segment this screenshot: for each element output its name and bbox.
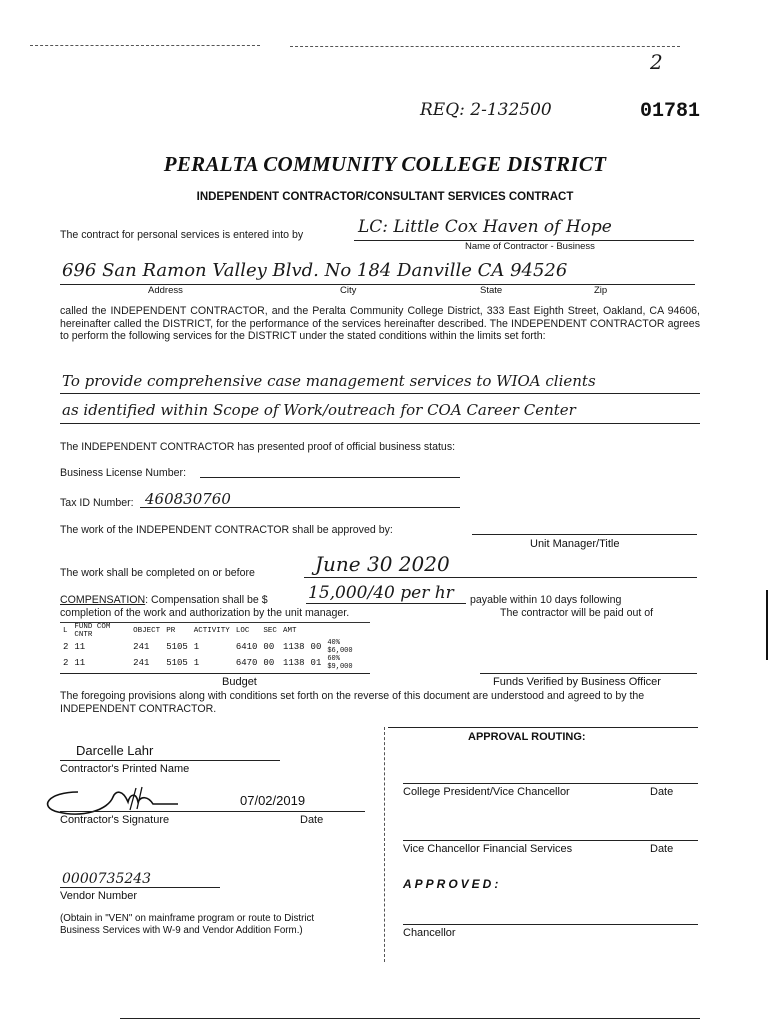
unit-manager-caption: Unit Manager/Title (530, 538, 620, 550)
president-caption: College President/Vice Chancellor (403, 786, 570, 798)
budget-cell: 1138 (282, 658, 305, 668)
compensation-line (306, 603, 466, 604)
approved-by-label: The work of the INDEPENDENT CONTRACTOR shall be approved by: (60, 524, 393, 536)
contract-number: 01781 (640, 100, 701, 123)
printed-name-caption: Contractor's Printed Name (60, 763, 190, 775)
printed-name: Darcelle Lahr (76, 743, 154, 758)
budget-header-cell: AMT (282, 627, 297, 635)
vendor-note: (Obtain in "VEN" on mainframe program or route to District Business Services with W-9 and Vendor Addition Form.) (60, 913, 315, 936)
contractor-name: LC: Little Cox Haven of Hope (358, 217, 612, 237)
completed-line (304, 577, 697, 578)
vendor-caption: Vendor Number (60, 890, 138, 902)
budget-header-cell: LOC (235, 627, 250, 635)
funds-caption: Funds Verified by Business Officer (493, 676, 661, 688)
budget-cell: 5105 (166, 658, 188, 668)
budget-caption: Budget (222, 676, 257, 688)
compensation-text: : Compensation shall be $ (145, 594, 268, 606)
scan-right-edge (766, 590, 768, 660)
compensation-row (60, 594, 268, 607)
budget-cell: 241 (133, 658, 150, 668)
budget-cell: 2 (63, 658, 69, 668)
budget-cell: 1 (193, 658, 200, 668)
budget-header-cell: PR (166, 627, 176, 635)
budget-header-cell: OBJECT (133, 627, 161, 635)
budget-header-cell: L (63, 627, 68, 635)
budget-cell: 00 (263, 658, 275, 668)
signature-line (60, 811, 365, 812)
budget-cell: 1138 (282, 642, 305, 652)
page-subtitle: INDEPENDENT CONTRACTOR/CONSULTANT SERVICES CONTRACT (196, 191, 574, 203)
services-line-2 (60, 423, 700, 424)
vcfin-caption: Vice Chancellor Financial Services (403, 843, 573, 855)
approval-top-line (388, 727, 698, 728)
req-number: REQ: 2-132500 (420, 100, 552, 120)
budget-cell: 1 (193, 642, 200, 652)
completion-text: completion of the work and authorization by the unit manager. (60, 607, 350, 619)
budget-header-cell: SEC (263, 627, 277, 635)
city-caption: City (340, 285, 357, 296)
budget-cell: 11 (74, 642, 86, 652)
approved-by-line (472, 534, 697, 535)
budget-cell: 11 (74, 658, 86, 668)
budget-cell: 6470 (235, 658, 258, 668)
state-caption: State (480, 285, 503, 296)
budget-cell: 01 (310, 658, 322, 668)
page-title: PERALTA COMMUNITY COLLEGE DISTRICT (163, 152, 607, 176)
compensation-value: 15,000/40 per hr (308, 583, 454, 603)
scan-line (290, 46, 680, 47)
license-line (200, 477, 460, 478)
proof-text: The INDEPENDENT CONTRACTOR has presented proof of official business status: (60, 441, 456, 453)
services-text-1: To provide comprehensive case management services to WIOA clients (62, 372, 596, 390)
corner-mark: 2 (650, 50, 663, 74)
scan-line (30, 45, 260, 46)
budget-cell: 00 (263, 642, 275, 652)
payable-text: payable within 10 days following (470, 594, 622, 606)
tax-id-value: 460830760 (145, 490, 231, 508)
budget-grid (60, 623, 370, 671)
vendor-number: 0000735243 (62, 871, 152, 887)
budget-cell: 60% $9,000 (327, 655, 353, 671)
entered-into-label: The contract for personal services is entered into by (60, 229, 304, 241)
paid-out-text: The contractor will be paid out of (500, 607, 654, 619)
budget-header-cell: FUND COM CNTR (74, 623, 111, 639)
budget-cell: 5105 (166, 642, 188, 652)
approval-routing-heading: APPROVAL ROUTING: (468, 731, 586, 743)
completed-value: June 30 2020 (315, 552, 450, 576)
funds-line (480, 673, 697, 674)
tax-id-label: Tax ID Number: (60, 497, 134, 509)
budget-cell: 241 (133, 642, 150, 652)
vcfin-date-caption: Date (650, 843, 674, 855)
budget-underline (60, 673, 370, 674)
vendor-line (60, 887, 220, 888)
printed-name-line (60, 760, 280, 761)
license-label: Business License Number: (60, 467, 187, 479)
budget-row (60, 655, 370, 671)
budget-table (60, 622, 370, 671)
vcfin-line (403, 840, 698, 841)
address-caption: Address (148, 285, 183, 296)
president-line (403, 783, 698, 784)
president-date-caption: Date (650, 786, 674, 798)
contractor-address: 696 San Ramon Valley Blvd. No 184 Danville CA 94526 (62, 260, 568, 281)
name-caption: Name of Contractor - Business (465, 241, 595, 252)
contract-paragraph: called the INDEPENDENT CONTRACTOR, and the Peralta Community College District, 333 East Eighth Street, Oakland, CA 94606, hereinafter called the DISTRICT, for the performance of the services hereinafter described. The INDEPENDENT CONTRACTOR agrees to perform the following services for the DISTRICT under the stated conditions within the limits set forth: (60, 305, 700, 342)
chancellor-line (403, 924, 698, 925)
scan-bottom-edge (120, 1018, 700, 1019)
budget-header-row (60, 623, 370, 639)
chancellor-caption: Chancellor (403, 927, 456, 939)
completed-label: The work shall be completed on or before (60, 567, 255, 579)
signature-date: 07/02/2019 (240, 793, 306, 808)
budget-cell: 40% $6,000 (327, 639, 353, 655)
budget-cell: 6410 (235, 642, 258, 652)
budget-row (60, 639, 370, 655)
compensation-label: COMPENSATION (60, 594, 146, 606)
approval-divider (384, 727, 385, 962)
services-line-1 (60, 393, 700, 394)
signature-caption: Contractor's Signature (60, 814, 170, 826)
foregoing-text: The foregoing provisions along with conditions set forth on the reverse of this document are understood and agreed to by the INDEPENDENT CONTRACTOR. (60, 690, 645, 715)
signature-date-caption: Date (300, 814, 324, 826)
zip-caption: Zip (594, 285, 608, 296)
budget-header-cell: ACTIVITY (193, 627, 230, 635)
services-text-2: as identified within Scope of Work/outreach for COA Career Center (62, 401, 576, 419)
budget-cell: 2 (63, 642, 69, 652)
approved-heading: APPROVED: (403, 877, 502, 891)
budget-cell: 00 (310, 642, 322, 652)
